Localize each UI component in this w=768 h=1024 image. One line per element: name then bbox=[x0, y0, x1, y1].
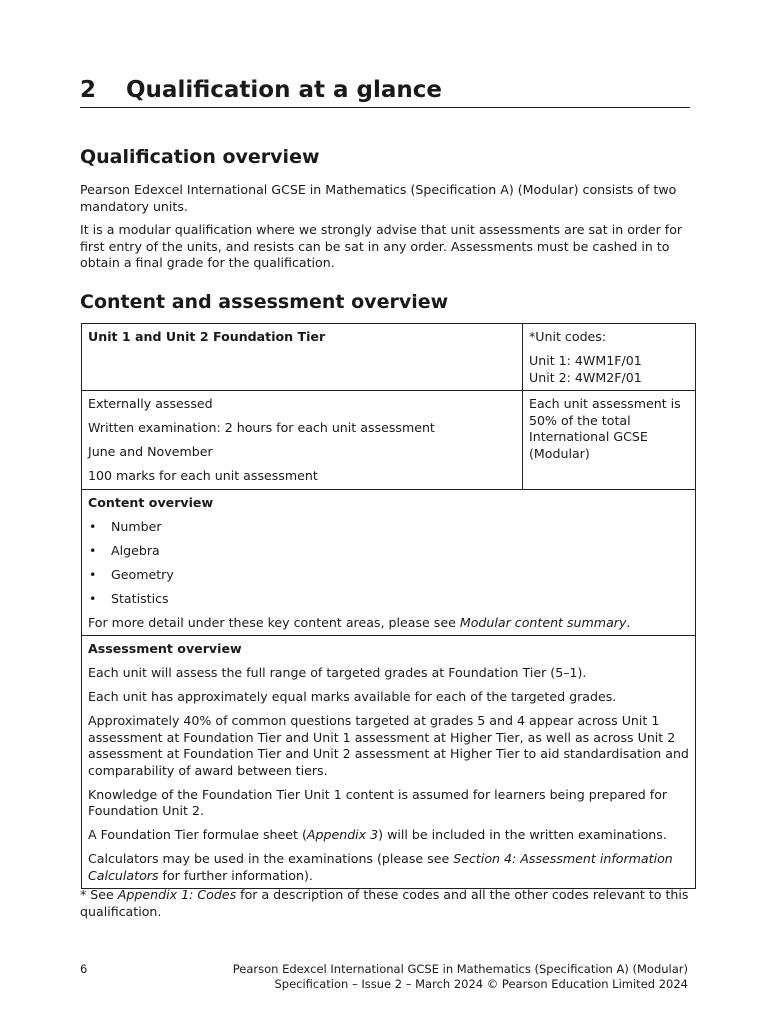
content-summary-reference: Modular content summary bbox=[459, 614, 627, 630]
appendix-3-reference: Appendix 3 bbox=[306, 827, 379, 842]
assessment-overview-heading: Assessment overview bbox=[88, 641, 242, 656]
page-number: 6 bbox=[80, 962, 88, 976]
assessment-paragraph: Approximately 40% of common questions targeted at grades 5 and 4 appear across Unit 1 assessment at Foundation Tier and Unit 1 assessment at Higher Tier, as well as across Unit 2 assessment at Foundation Tier and Unit 2 assessment at Higher Tier to aid standardisation and comparability of award between tiers. bbox=[88, 713, 689, 778]
content-assessment-heading: Content and assessment overview bbox=[80, 291, 449, 313]
appendix-1-reference: Appendix 1: Codes bbox=[117, 887, 237, 902]
assessment-paragraph: A Foundation Tier formulae sheet (Appendix 3) will be included in the written examinations. bbox=[88, 827, 667, 842]
table-row bbox=[82, 391, 696, 490]
list-item: • Geometry bbox=[89, 566, 174, 582]
chapter-heading bbox=[80, 74, 690, 108]
unit-codes-label: *Unit codes: bbox=[529, 329, 607, 344]
section-4-reference: Section 4: Assessment information Calculators bbox=[88, 851, 673, 883]
bullet-icon: • bbox=[89, 566, 97, 582]
footer-line-2: Specification – Issue 2 – March 2024 © Pearson Education Limited 2024 bbox=[274, 976, 688, 991]
assessment-paragraph: Each unit will assess the full range of targeted grades at Foundation Tier (5–1). bbox=[88, 665, 587, 680]
overview-paragraph-2: It is a modular qualification where we strongly advise that unit assessments are sat in order for first entry of the units, and resists can be sat in any order. Assessments must be cashed in to obtain a final grade for the qualification. bbox=[80, 222, 683, 270]
content-overview-note: For more detail under these key content areas, please see Modular content summary. bbox=[88, 614, 631, 630]
list-item: • Algebra bbox=[89, 542, 160, 558]
unit-codes-cell bbox=[523, 324, 696, 391]
assessment-details-cell bbox=[82, 391, 523, 490]
list-item: • Statistics bbox=[89, 590, 169, 606]
assessment-detail: 100 marks for each unit assessment bbox=[88, 468, 318, 483]
unit-code-1: Unit 1: 4WM1F/01 bbox=[529, 353, 642, 368]
assessment-overview-cell bbox=[82, 636, 696, 889]
chapter-title: Qualification at a glance bbox=[126, 77, 443, 103]
assessment-paragraph: Calculators may be used in the examinations (please see Section 4: Assessment information Calculators for further information). bbox=[88, 851, 673, 883]
footer-line-1: Pearson Edexcel International GCSE in Mathematics (Specification A) (Modular) bbox=[232, 962, 688, 976]
table-row bbox=[82, 489, 696, 636]
content-areas-list bbox=[88, 519, 689, 608]
weighting-cell bbox=[523, 391, 696, 490]
table-row bbox=[82, 324, 696, 391]
content-assessment-table bbox=[81, 323, 696, 889]
chapter-number: 2 bbox=[80, 77, 97, 103]
assessment-detail: Externally assessed bbox=[88, 396, 213, 411]
overview-paragraph-1: Pearson Edexcel International GCSE in Mathematics (Specification A) (Modular) consists of two mandatory units. bbox=[80, 182, 677, 214]
qualification-overview-heading: Qualification overview bbox=[80, 146, 320, 168]
assessment-paragraph: Knowledge of the Foundation Tier Unit 1 content is assumed for learners being prepared for Foundation Unit 2. bbox=[88, 786, 668, 818]
unit-code-2: Unit 2: 4WM2F/01 bbox=[529, 369, 642, 385]
content-overview-heading: Content overview bbox=[88, 494, 214, 510]
content-overview-cell bbox=[82, 489, 696, 636]
table-row bbox=[82, 636, 696, 889]
page-footer bbox=[233, 962, 688, 991]
assessment-detail: Written examination: 2 hours for each unit assessment bbox=[88, 420, 435, 435]
bullet-icon: • bbox=[89, 590, 97, 606]
assessment-detail: June and November bbox=[88, 444, 213, 459]
tier-title: Unit 1 and Unit 2 Foundation Tier bbox=[88, 329, 326, 344]
assessment-paragraph: Each unit has approximately equal marks available for each of the targeted grades. bbox=[88, 689, 617, 704]
bullet-icon: • bbox=[89, 542, 97, 558]
list-item: • Number bbox=[89, 518, 162, 534]
weighting-text: Each unit assessment is 50% of the total International GCSE (Modular) bbox=[529, 396, 681, 461]
bullet-icon: • bbox=[89, 518, 97, 534]
footnote: * See Appendix 1: Codes for a description of these codes and all the other codes relevant to this qualification. bbox=[80, 887, 689, 919]
tier-cell bbox=[82, 324, 523, 391]
